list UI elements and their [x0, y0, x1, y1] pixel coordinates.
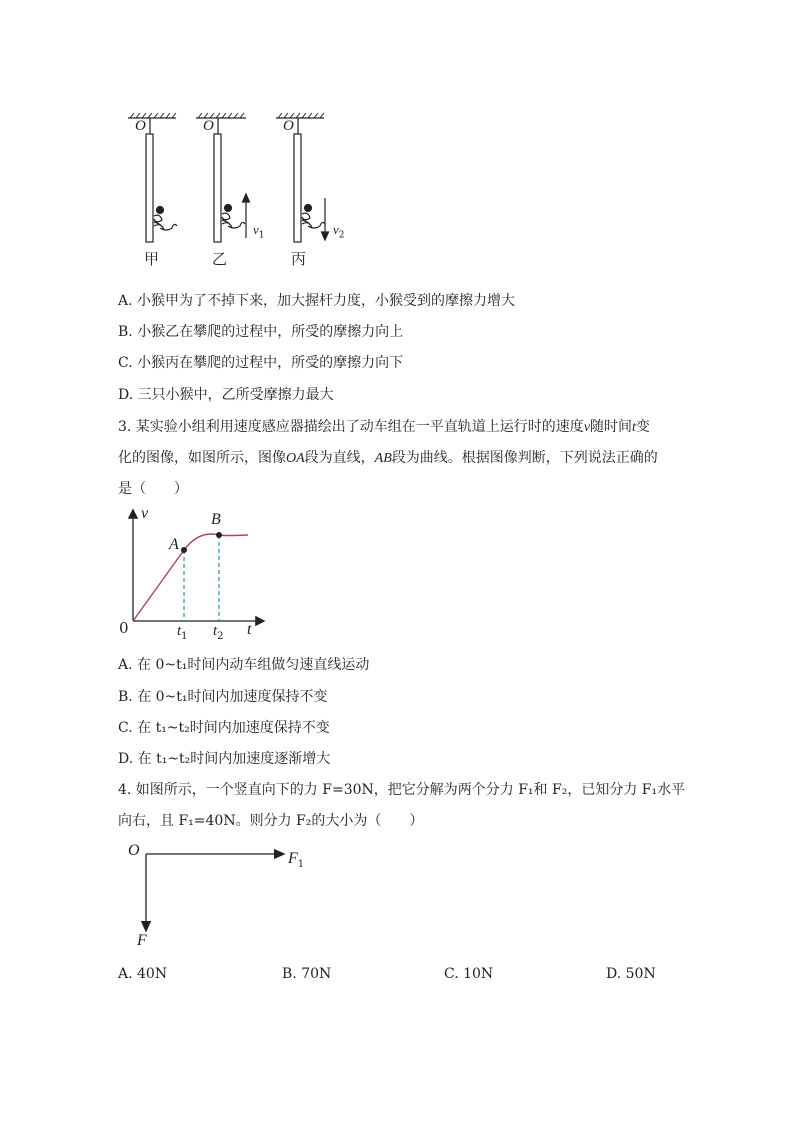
q3-stem-text2a: 化的图像，如图所示，图像 — [118, 450, 286, 466]
f-label: F — [137, 932, 147, 949]
point-a-label: A — [169, 536, 179, 553]
f1-sub: 1 — [297, 859, 305, 871]
tick-t1-sub: 1 — [181, 631, 188, 642]
q2-option-a: A. 小猴甲为了不掉下来，加大握杆力度，小猴受到的摩擦力增大 — [118, 293, 516, 309]
q3-option-b: B. 在 0~t₁时间内加速度保持不变 — [118, 689, 328, 705]
v2-label: v — [333, 222, 339, 237]
q3-option-d: D. 在 t₁~t₂时间内加速度逐渐增大 — [118, 751, 331, 767]
q3-stem-text1c: 变 — [635, 419, 650, 435]
origin-o-label: O — [128, 842, 140, 859]
tick-t2: t — [213, 623, 218, 639]
vt-curve — [133, 534, 248, 621]
f1-label: F — [288, 850, 298, 867]
figure-monkeys — [120, 110, 360, 270]
q4-stem-line2: 向右，且 F₁=40N。则分力 F₂的大小为（ ） — [118, 813, 424, 829]
label-bing: 丙 — [291, 250, 307, 268]
q2-option-b: B. 小猴乙在攀爬的过程中，所受的摩擦力向上 — [118, 324, 404, 340]
label-yi: 乙 — [212, 250, 228, 268]
pivot-label-3: O — [283, 118, 294, 134]
point-b — [216, 532, 222, 538]
q3-stem-oa: OA — [286, 451, 305, 466]
v1-label: v — [253, 222, 259, 237]
q3-stem-line2 — [118, 447, 658, 467]
tick-t2-sub: 2 — [217, 631, 224, 642]
v1-sub: 1 — [258, 230, 265, 241]
q2-option-d: D. 三只小猴中，乙所受摩擦力最大 — [118, 387, 334, 403]
q4-option-d: D. 50N — [606, 966, 656, 982]
q3-stem-t: t — [632, 420, 636, 435]
q3-stem-line1 — [118, 416, 650, 436]
q3-stem-text1: 3. 某实验小组利用速度感应器描绘出了动车组在一平直轨道上运行时的速度 — [118, 419, 584, 435]
origin-label: 0 — [119, 619, 129, 637]
q3-stem-text2c: 段为曲线。根据图像判断，下列说法正确的 — [391, 450, 658, 466]
monkey-poles-drawing — [120, 110, 360, 270]
q3-stem-line3: 是（ ） — [118, 481, 188, 497]
y-axis-label: v — [141, 505, 149, 522]
q4-option-a: A. 40N — [118, 966, 168, 982]
x-axis-label: t — [247, 621, 252, 638]
pivot-label-2: O — [203, 118, 214, 134]
label-jia: 甲 — [144, 250, 160, 268]
q4-option-c: C. 10N — [444, 966, 494, 982]
q3-option-c: C. 在 t₁~t₂时间内加速度保持不变 — [118, 720, 330, 736]
q3-option-a: A. 在 0~t₁时间内动车组做匀速直线运动 — [118, 657, 370, 673]
tick-t1: t — [177, 623, 182, 639]
q3-stem-text1b: 随时间 — [590, 419, 633, 435]
point-a — [181, 547, 187, 553]
v2-sub: 2 — [338, 230, 345, 241]
vt-graph — [115, 505, 275, 645]
q3-stem-text2b: 段为直线， — [304, 450, 375, 466]
q3-stem-v: v — [583, 420, 591, 435]
q4-option-b: B. 70N — [282, 966, 332, 982]
force-diagram — [125, 840, 325, 955]
q3-stem-ab: AB — [374, 451, 392, 466]
point-b-label: B — [211, 511, 221, 528]
q4-stem-line1: 4. 如图所示，一个竖直向下的力 F=30N，把它分解为两个分力 F₁和 F₂，已知分力 F₁水平 — [118, 782, 686, 798]
pivot-label-1: O — [135, 118, 146, 134]
q2-option-c: C. 小猴丙在攀爬的过程中，所受的摩擦力向下 — [118, 355, 404, 371]
